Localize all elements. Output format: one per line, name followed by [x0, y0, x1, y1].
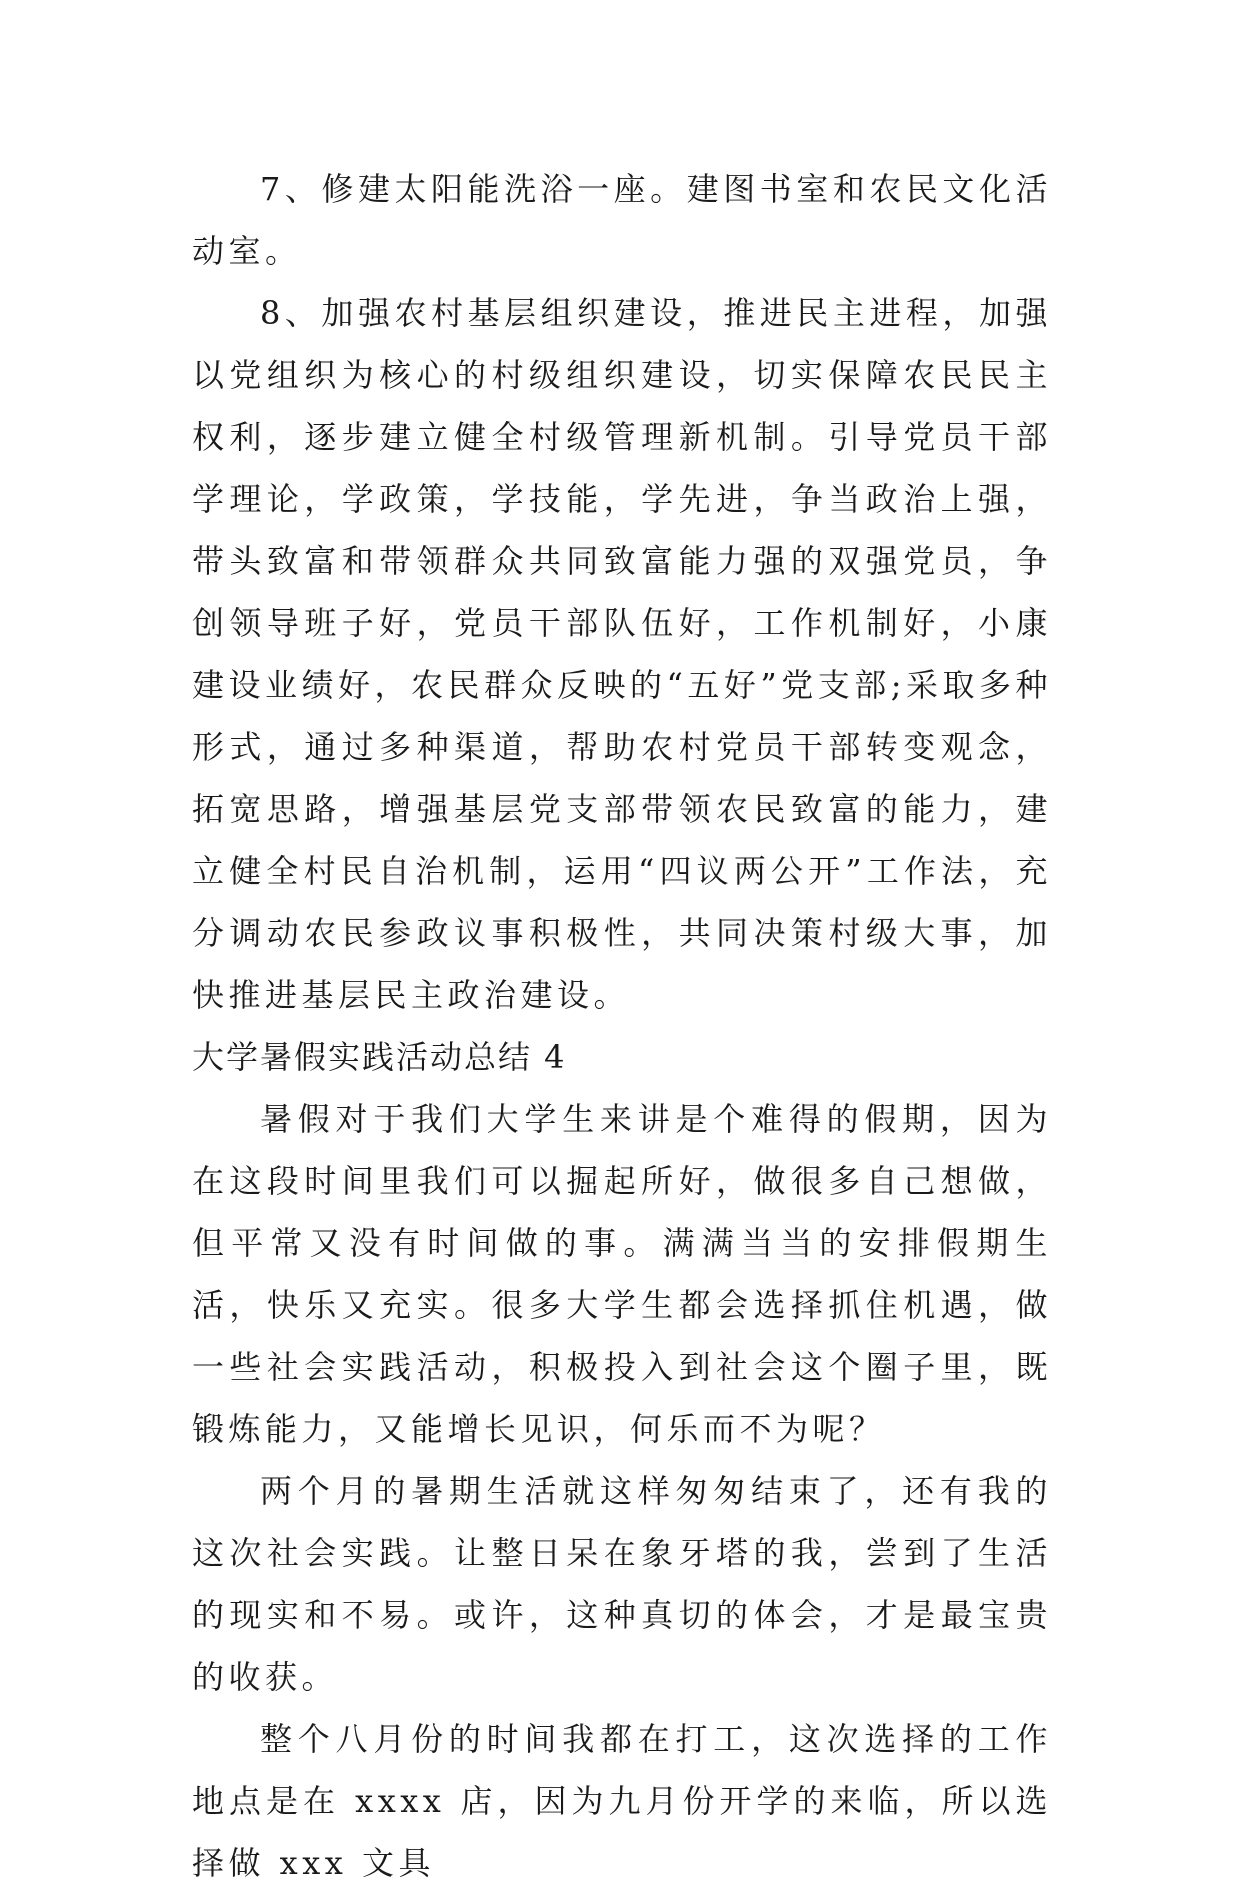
section-heading: 大学暑假实践活动总结 4: [192, 1038, 567, 1076]
paragraph-intro: 暑假对于我们大学生来讲是个难得的假期，因为在这段时间里我们可以掘起所好，做很多自己想做，但平常又没有时间做的事。满满当当的安排假期生活，快乐又充实。很多大学生都会选择抓住机遇，做一些社会实践活动，积极投入到社会这个圈子里，既锻炼能力，又能增长见识，何乐而不为呢？: [192, 1100, 1052, 1448]
paragraph-item-8: 8、加强农村基层组织建设，推进民主进程，加强以党组织为核心的村级组织建设，切实保障农民民主权利，逐步建立健全村级管理新机制。引导党员干部学理论，学政策，学技能，学先进，争当政治上强，带头致富和带领群众共同致富能力强的双强党员，争创领导班子好，党员干部队伍好，工作机制好，小康建设业绩好，农民群众反映的“五好”党支部;采取多种形式，通过多种渠道，帮助农村党员干部转变观念，拓宽思路，增强基层党支部带领农民致富的能力，建立健全村民自治机制，运用“四议两公开”工作法，充分调动农民参政议事积极性，共同决策村级大事，加快推进基层民主政治建设。: [192, 294, 1053, 1014]
paragraph-reflection: 两个月的暑期生活就这样匆匆结束了，还有我的这次社会实践。让整日呆在象牙塔的我，尝到了生活的现实和不易。或许，这种真切的体会，才是最宝贵的收获。: [192, 1472, 1052, 1696]
document-body: [192, 158, 1052, 1894]
paragraph-work: 整个八月份的时间我都在打工，这次选择的工作地点是在 xxxx 店，因为九月份开学的来临，所以选择做 xxx 文具: [192, 1720, 1052, 1882]
paragraph-item-7: 7、修建太阳能洗浴一座。建图书室和农民文化活动室。: [192, 170, 1052, 270]
